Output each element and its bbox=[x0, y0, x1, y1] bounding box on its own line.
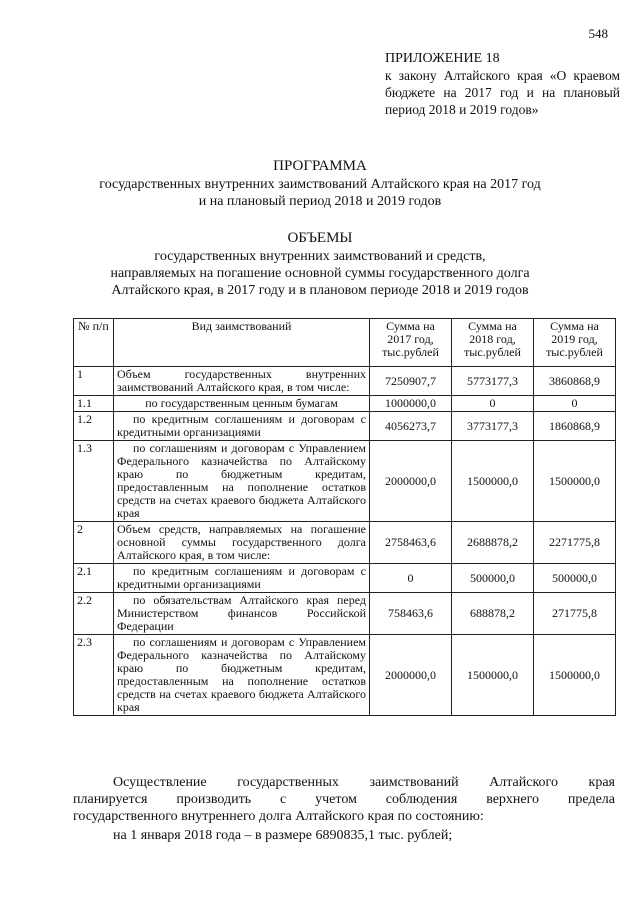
volumes-subtitle bbox=[0, 248, 640, 299]
row-2019: 271775,8 bbox=[534, 593, 616, 635]
row-2017: 758463,6 bbox=[370, 593, 452, 635]
row-no: 2.3 bbox=[74, 635, 114, 716]
row-2017: 2758463,6 bbox=[370, 522, 452, 564]
paragraph-line3: государственного внутреннего долга Алтайского края по состоянию: bbox=[73, 809, 484, 824]
row-desc: Объем средств, направляемых на погашение основной суммы государственного долга Алтайского края, в том числе: bbox=[114, 522, 370, 564]
row-2019: 1500000,0 bbox=[534, 635, 616, 716]
row-no: 2.2 bbox=[74, 593, 114, 635]
row-no: 1.3 bbox=[74, 441, 114, 522]
row-desc: по государственным ценным бумагам bbox=[114, 396, 370, 412]
header-no: № п/п bbox=[74, 319, 114, 367]
program-subtitle-line2: и на плановый период 2018 и 2019 годов bbox=[198, 194, 442, 209]
table-row bbox=[74, 441, 616, 522]
row-desc: по кредитным соглашениям и договорам с кредитными организациями bbox=[114, 412, 370, 441]
volumes-subtitle-line3: Алтайского края, в 2017 году и в плановом периоде 2018 и 2019 годов bbox=[111, 283, 529, 298]
row-2018: 688878,2 bbox=[452, 593, 534, 635]
volumes-subtitle-line1: государственных внутренних заимствований и средств, bbox=[154, 249, 486, 264]
row-desc: по обязательствам Алтайского края перед Министерством финансов Российской Федерации bbox=[114, 593, 370, 635]
row-no: 2 bbox=[74, 522, 114, 564]
table-header-row bbox=[74, 319, 616, 367]
row-desc: по кредитным соглашениям и договорам с кредитными организациями bbox=[114, 564, 370, 593]
table-row bbox=[74, 593, 616, 635]
row-2017: 4056273,7 bbox=[370, 412, 452, 441]
header-2019: Сумма на 2019 год, тыс.рублей bbox=[534, 319, 616, 367]
table-row bbox=[74, 522, 616, 564]
row-2017: 0 bbox=[370, 564, 452, 593]
row-2017: 1000000,0 bbox=[370, 396, 452, 412]
paragraph-line1: Осуществление государственных заимствований Алтайского края bbox=[113, 775, 615, 790]
page-number: 548 bbox=[588, 26, 608, 41]
volumes-subtitle-line2: направляемых на погашение основной суммы государственного долга bbox=[110, 266, 530, 281]
row-2018: 3773177,3 bbox=[452, 412, 534, 441]
row-2018: 1500000,0 bbox=[452, 635, 534, 716]
row-2019: 2271775,8 bbox=[534, 522, 616, 564]
table-row bbox=[74, 412, 616, 441]
table-row bbox=[74, 396, 616, 412]
paragraph-line4: на 1 января 2018 года – в размере 6890835,1 тыс. рублей; bbox=[113, 828, 453, 843]
header-2017: Сумма на 2017 год, тыс.рублей bbox=[370, 319, 452, 367]
header-type: Вид заимствований bbox=[114, 319, 370, 367]
row-no: 1.1 bbox=[74, 396, 114, 412]
row-desc: по соглашениям и договорам с Управлением Федерального казначейства по Алтайскому краю по бюджетным кредитам, предоставленным на пополнение остатков средств на счетах краевого бюджета Алтайского края bbox=[114, 635, 370, 716]
borrowings-table bbox=[73, 318, 616, 716]
row-desc: по соглашениям и договорам с Управлением Федерального казначейства по Алтайскому краю по бюджетным кредитам, предоставленным на пополнение остатков средств на счетах краевого бюджета Алтайского края bbox=[114, 441, 370, 522]
row-desc: Объем государственных внутренних заимствований Алтайского края, в том числе: bbox=[114, 367, 370, 396]
row-2018: 1500000,0 bbox=[452, 441, 534, 522]
row-no: 2.1 bbox=[74, 564, 114, 593]
row-2019: 1860868,9 bbox=[534, 412, 616, 441]
table-row bbox=[74, 367, 616, 396]
row-no: 1 bbox=[74, 367, 114, 396]
row-2017: 7250907,7 bbox=[370, 367, 452, 396]
program-subtitle-line1: государственных внутренних заимствований Алтайского края на 2017 год bbox=[99, 177, 541, 192]
appendix-block bbox=[385, 50, 620, 118]
appendix-text: к закону Алтайского края «О краевом бюджете на 2017 год и на плановый период 2018 и 2019 годов» bbox=[385, 68, 620, 117]
volumes-title: ОБЪЕМЫ bbox=[287, 230, 353, 246]
row-2019: 0 bbox=[534, 396, 616, 412]
header-2018: Сумма на 2018 год, тыс.рублей bbox=[452, 319, 534, 367]
row-2019: 500000,0 bbox=[534, 564, 616, 593]
row-2019: 3860868,9 bbox=[534, 367, 616, 396]
appendix-title: ПРИЛОЖЕНИЕ 18 bbox=[385, 51, 500, 66]
row-2019: 1500000,0 bbox=[534, 441, 616, 522]
row-no: 1.2 bbox=[74, 412, 114, 441]
row-2017: 2000000,0 bbox=[370, 635, 452, 716]
row-2018: 0 bbox=[452, 396, 534, 412]
table-row bbox=[74, 635, 616, 716]
row-2018: 2688878,2 bbox=[452, 522, 534, 564]
program-title: ПРОГРАММА bbox=[273, 158, 367, 174]
row-2018: 500000,0 bbox=[452, 564, 534, 593]
program-subtitle bbox=[0, 176, 640, 210]
table-row bbox=[74, 564, 616, 593]
paragraph-line2: планируется производить с учетом соблюдения верхнего предела bbox=[73, 792, 615, 807]
row-2017: 2000000,0 bbox=[370, 441, 452, 522]
row-2018: 5773177,3 bbox=[452, 367, 534, 396]
